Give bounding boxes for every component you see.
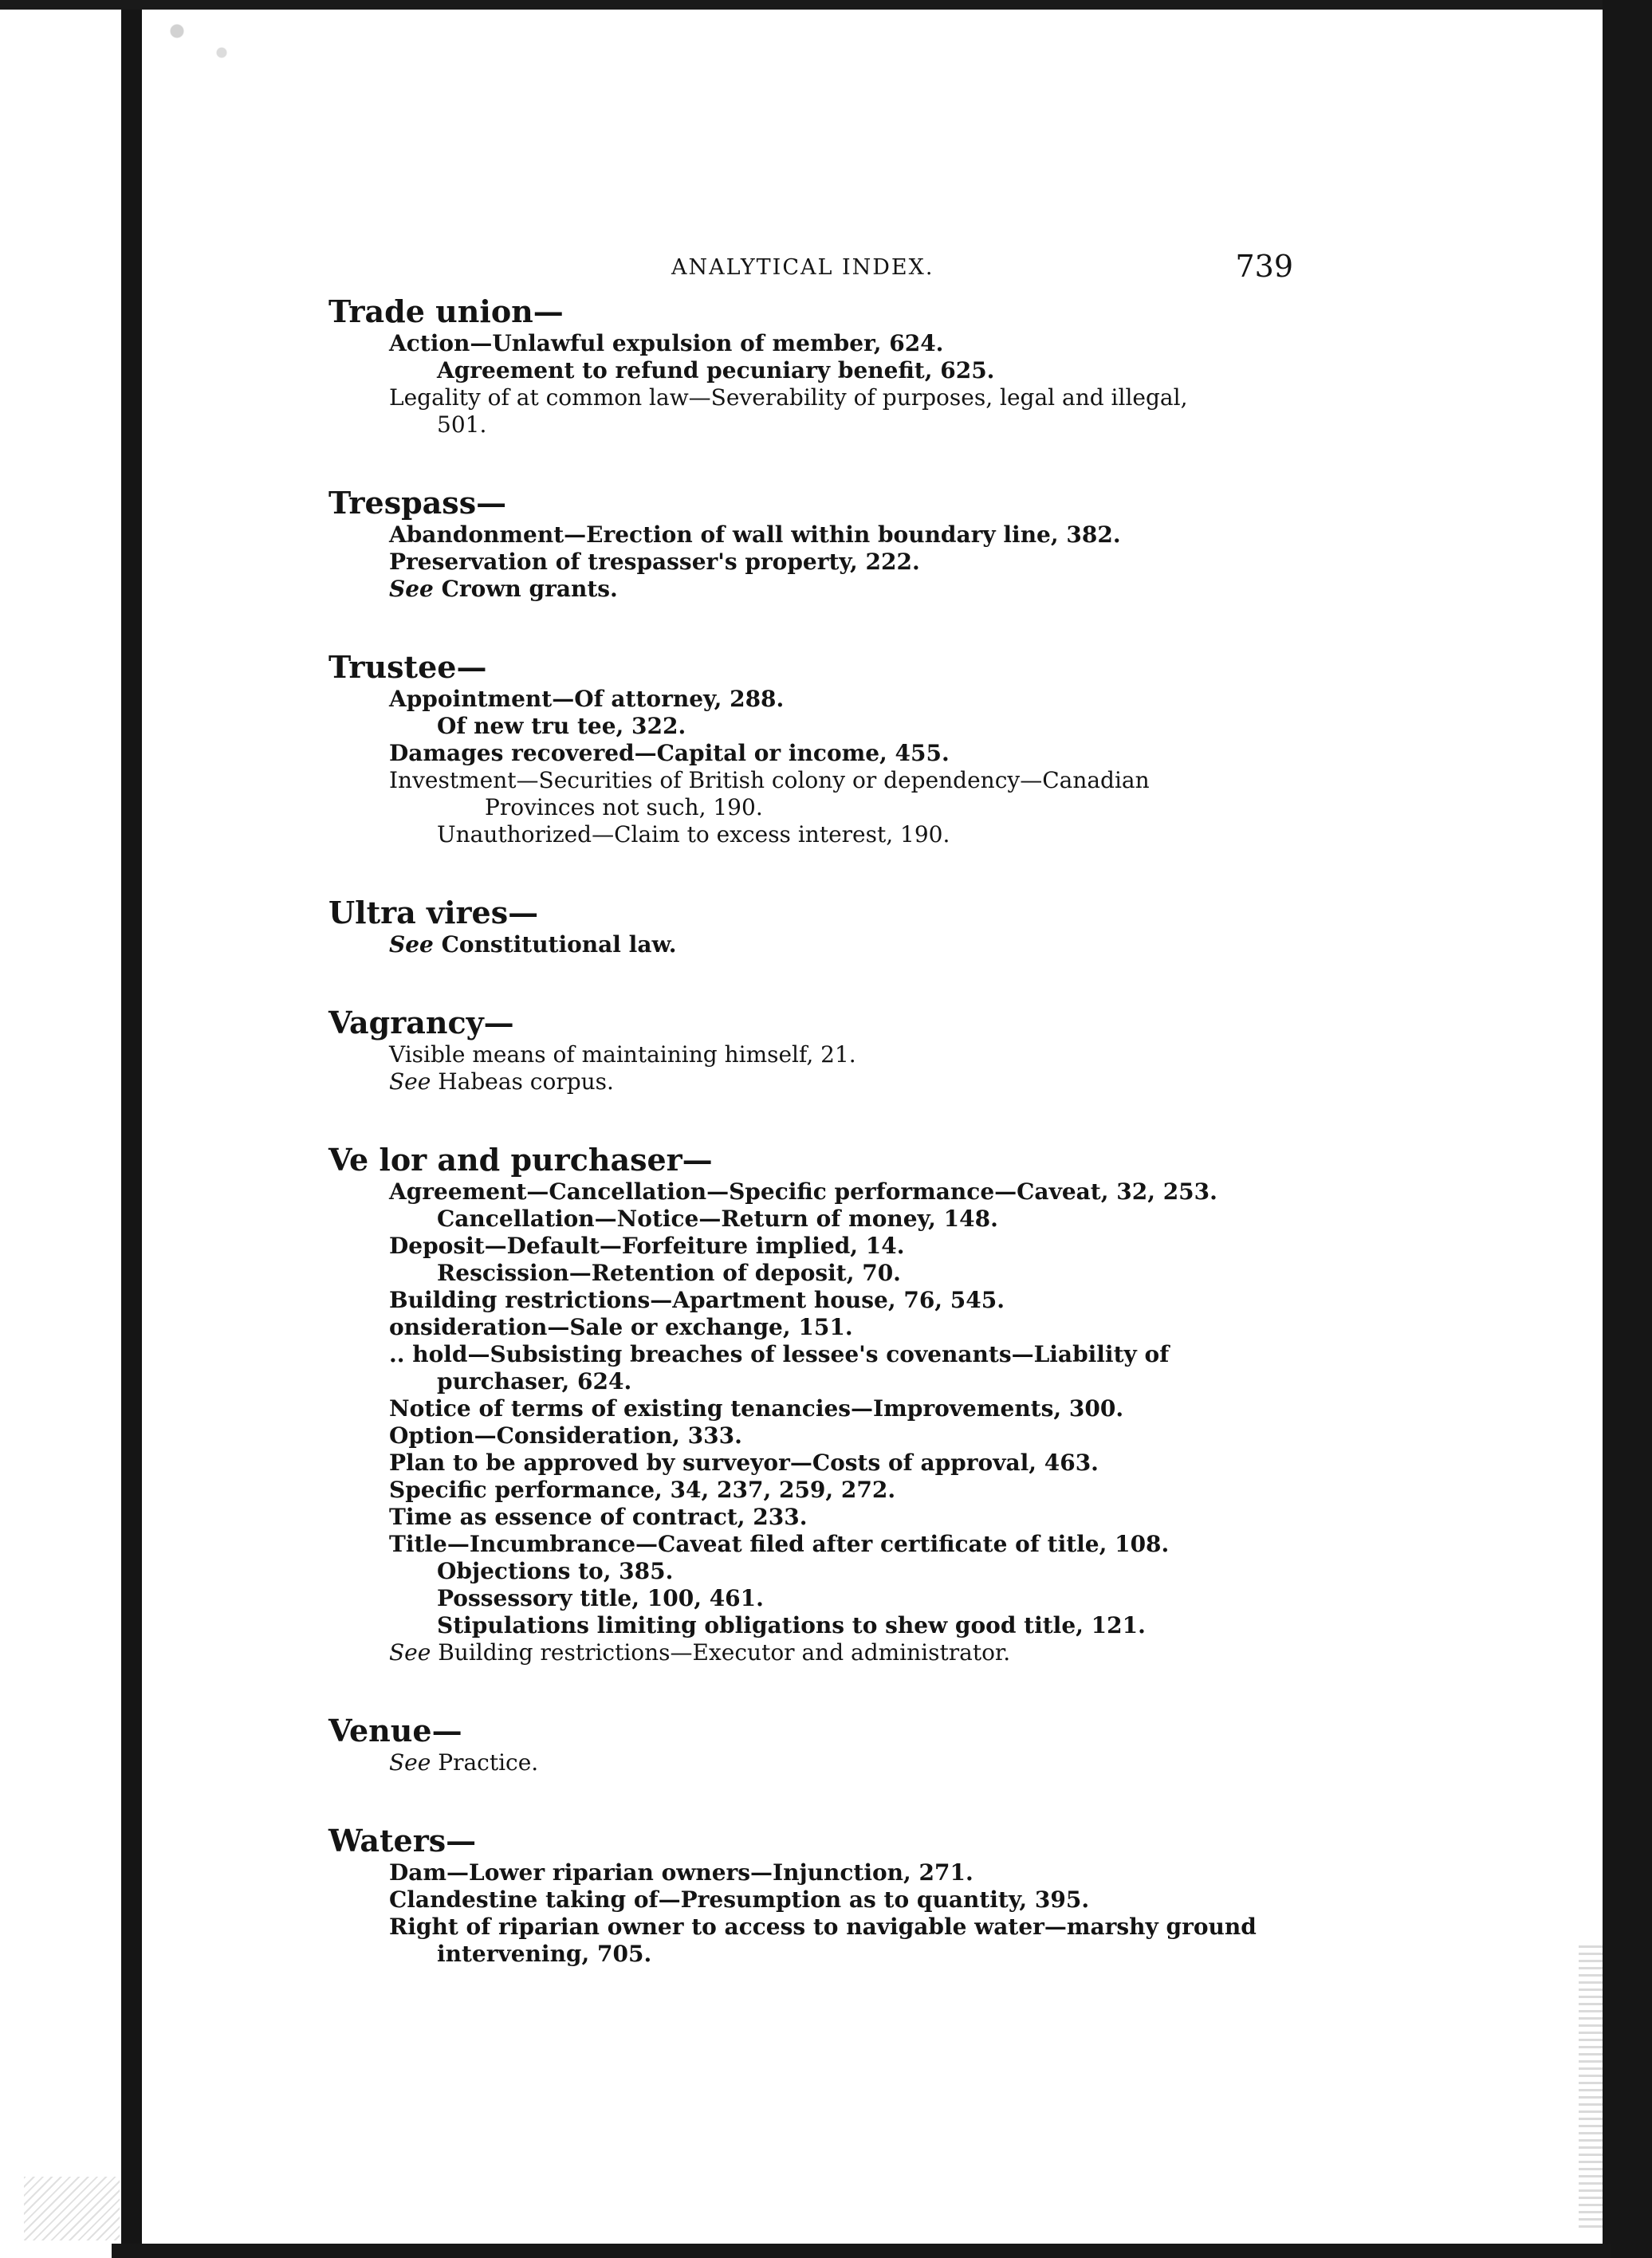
subentry-line: [328, 1585, 1285, 1612]
see-reference-label: See: [389, 931, 434, 958]
subentry-text: Dam—Lower riparian owners—Injunction, 271.: [389, 1859, 974, 1886]
entry-heading: Ultra vires—: [328, 895, 539, 930]
entry-heading: Ve lor and purchaser—: [328, 1142, 713, 1178]
entry-spacer: [328, 439, 1285, 486]
entry-spacer: [328, 603, 1285, 651]
see-reference-label: See: [389, 576, 434, 602]
subentry-text: Right of riparian owner to access to navigable water—marshy ground: [389, 1914, 1257, 1940]
page-header: [328, 239, 1293, 295]
subentry-line: [328, 1422, 1285, 1450]
entry-spacer: [328, 1776, 1285, 1824]
subentry-line: [328, 1941, 1285, 1968]
entry-spacer: [328, 1666, 1285, 1714]
subentry-text: .. hold—Subsisting breaches of lessee's covenants—Liability of: [389, 1341, 1170, 1367]
subentry-line: [328, 549, 1285, 576]
scan-noise: [24, 2177, 120, 2240]
subentry-text: Action—Unlawful expulsion of member, 624.: [389, 330, 944, 356]
subentry-line: [328, 1260, 1285, 1287]
subentry-line: [328, 794, 1285, 821]
scan-margin-left: [0, 0, 136, 2258]
index-page: [328, 239, 1293, 1968]
subentry-line: [328, 931, 1285, 958]
subentry-line: [328, 1287, 1285, 1314]
subentry-line: [328, 713, 1285, 740]
subentry-line: [328, 1395, 1285, 1422]
subentry-text: Legality of at common law—Severability of purposes, legal and illegal,: [389, 384, 1188, 411]
subentry-line: [328, 411, 1285, 439]
subentry-line: [328, 576, 1285, 603]
entry-heading: Trustee—: [328, 649, 487, 685]
subentry-line: [328, 1477, 1285, 1504]
entry-spacer: [328, 848, 1285, 896]
subentry-text: Stipulations limiting obligations to shew good title, 121.: [437, 1612, 1146, 1638]
subentry-text: Unauthorized—Claim to excess interest, 190.: [437, 821, 950, 848]
subentry-line: [328, 1041, 1285, 1068]
subentry-text: Practice.: [438, 1749, 539, 1776]
subentry-text: Clandestine taking of—Presumption as to quantity, 395.: [389, 1886, 1090, 1913]
subentry-line: [328, 1612, 1285, 1639]
subentry-line: [328, 384, 1285, 411]
subentry-text: Damages recovered—Capital or income, 455.: [389, 740, 950, 766]
see-reference-label: See: [389, 1639, 431, 1666]
subentry-line: [328, 821, 1285, 848]
subentry-text: Cancellation—Notice—Return of money, 148.: [437, 1206, 998, 1232]
subentry-line: [328, 1178, 1285, 1206]
subentry-line: [328, 1206, 1285, 1233]
scan-border-top: [0, 0, 1652, 10]
subentry-text: Preservation of trespasser's property, 222.: [389, 549, 920, 575]
subentry-text: Abandonment—Erection of wall within boundary line, 382.: [389, 521, 1121, 548]
scan-noise: [1579, 1945, 1603, 2232]
subentry-text: Appointment—Of attorney, 288.: [389, 686, 785, 712]
subentry-line: [328, 357, 1285, 384]
entry-spacer: [328, 958, 1285, 1006]
subentry-text: Title—Incumbrance—Caveat filed after certificate of title, 108.: [389, 1531, 1170, 1557]
subentry-line: [328, 1531, 1285, 1558]
subentry-text: Visible means of maintaining himself, 21.: [389, 1041, 856, 1068]
subentry-line: [328, 1233, 1285, 1260]
scan-border-right: [1603, 0, 1652, 2258]
subentry-text: intervening, 705.: [437, 1941, 652, 1967]
see-reference-label: See: [389, 1068, 431, 1095]
index-entry: [328, 486, 1285, 603]
subentry-text: Specific performance, 34, 237, 259, 272.: [389, 1477, 896, 1503]
subentry-line: [328, 1558, 1285, 1585]
subentry-line: [328, 521, 1285, 549]
subentry-line: [328, 686, 1285, 713]
index-entry: [328, 1006, 1285, 1096]
subentry-line: [328, 767, 1285, 794]
subentry-text: Plan to be approved by surveyor—Costs of approval, 463.: [389, 1450, 1099, 1476]
entry-spacer: [328, 1096, 1285, 1143]
subentry-text: 501.: [437, 411, 487, 438]
entry-heading: Waters—: [328, 1823, 477, 1859]
subentry-line: [328, 1314, 1285, 1341]
subentry-text: Building restrictions—Apartment house, 76, 545.: [389, 1287, 1005, 1313]
subentry-text: Time as essence of contract, 233.: [389, 1504, 808, 1530]
subentry-text: Agreement—Cancellation—Specific performance—Caveat, 32, 253.: [389, 1178, 1217, 1205]
subentry-text: Constitutional law.: [441, 931, 677, 958]
index-entry: [328, 295, 1285, 439]
subentry-text: Agreement to refund pecuniary benefit, 625.: [437, 357, 995, 384]
subentry-text: Crown grants.: [441, 576, 618, 602]
entry-heading: Vagrancy—: [328, 1005, 514, 1040]
scan-border-left: [121, 0, 142, 2258]
subentry-text: Deposit—Default—Forfeiture implied, 14.: [389, 1233, 905, 1259]
subentry-text: onsideration—Sale or exchange, 151.: [389, 1314, 853, 1340]
subentry-text: Of new tru tee, 322.: [437, 713, 686, 739]
page-number: 739: [1235, 249, 1293, 284]
subentry-line: [328, 740, 1285, 767]
subentry-line: [328, 1886, 1285, 1914]
subentry-line: [328, 1504, 1285, 1531]
subentry-text: Objections to, 385.: [437, 1558, 674, 1584]
subentry-line: [328, 1368, 1285, 1395]
subentry-text: Option—Consideration, 333.: [389, 1422, 742, 1449]
index-entry: [328, 896, 1285, 958]
subentry-line: [328, 1068, 1285, 1096]
index-body: [328, 295, 1285, 1968]
scan-noise: [144, 10, 255, 81]
subentry-text: Investment—Securities of British colony or dependency—Canadian: [389, 767, 1150, 793]
subentry-line: [328, 1859, 1285, 1886]
entry-heading: Trade union—: [328, 293, 564, 329]
subentry-text: Provinces not such, 190.: [485, 794, 763, 820]
index-entry: [328, 651, 1285, 848]
subentry-text: Rescission—Retention of deposit, 70.: [437, 1260, 901, 1286]
running-head: ANALYTICAL INDEX.: [671, 255, 934, 280]
subentry-text: purchaser, 624.: [437, 1368, 632, 1395]
subentry-text: Notice of terms of existing tenancies—Improvements, 300.: [389, 1395, 1124, 1422]
subentry-text: Possessory title, 100, 461.: [437, 1585, 764, 1611]
subentry-line: [328, 1341, 1285, 1368]
subentry-line: [328, 1914, 1285, 1941]
see-reference-label: See: [389, 1749, 431, 1776]
entry-heading: Venue—: [328, 1713, 462, 1749]
subentry-line: [328, 1749, 1285, 1776]
subentry-line: [328, 1450, 1285, 1477]
subentry-text: Building restrictions—Executor and administrator.: [438, 1639, 1011, 1666]
subentry-text: Habeas corpus.: [438, 1068, 614, 1095]
index-entry: [328, 1824, 1285, 1968]
index-entry: [328, 1714, 1285, 1776]
entry-heading: Trespass—: [328, 485, 507, 521]
subentry-line: [328, 1639, 1285, 1666]
scan-border-bottom: [112, 2244, 1611, 2258]
index-entry: [328, 1143, 1285, 1666]
subentry-line: [328, 330, 1285, 357]
